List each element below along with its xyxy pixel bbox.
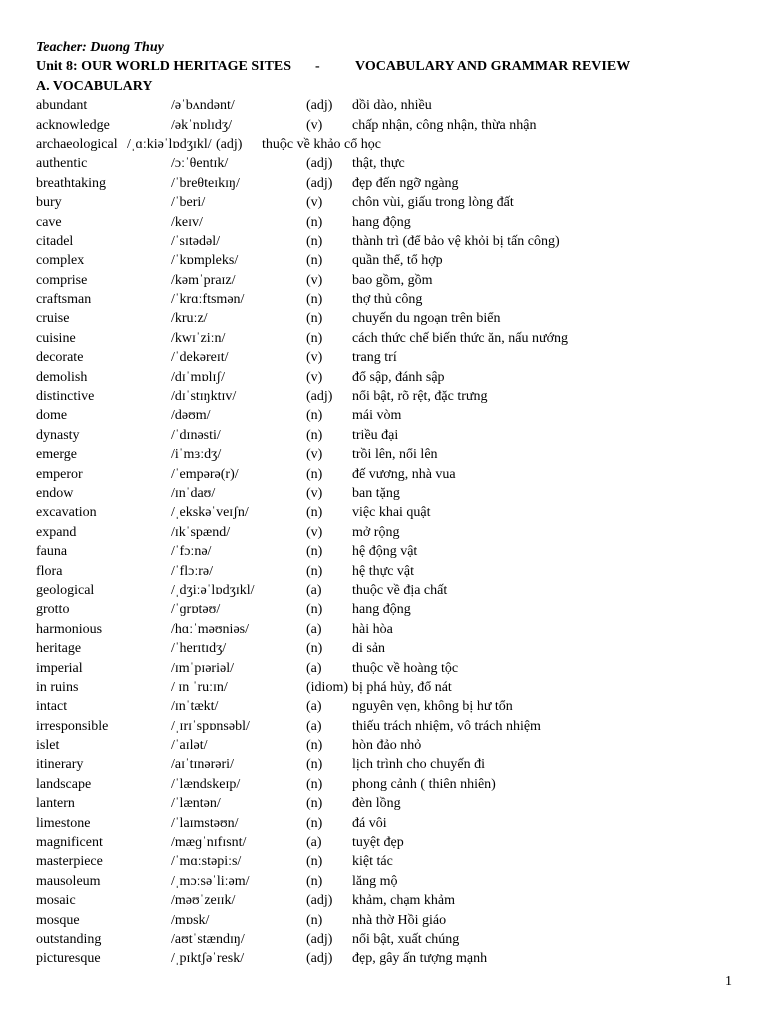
vocab-row — [36, 949, 736, 968]
vocab-row — [36, 542, 736, 561]
vocab-word: itinerary — [36, 757, 84, 773]
vocab-pos: (n) — [306, 466, 323, 482]
vocab-ipa: /ˈdɪnəsti/ — [171, 427, 221, 443]
vocab-row — [36, 911, 736, 930]
vocab-word: craftsman — [36, 292, 92, 308]
vocab-pos: (n) — [306, 757, 323, 773]
vocab-word: masterpiece — [36, 854, 103, 870]
vocab-meaning: hòn đảo nhỏ — [352, 738, 422, 754]
vocab-row — [36, 639, 736, 658]
vocab-ipa: /ˈempərə(r)/ — [171, 466, 239, 482]
vocab-meaning: mở rộng — [352, 524, 400, 540]
vocab-row — [36, 697, 736, 716]
vocab-row — [36, 445, 736, 464]
vocab-meaning: dồi dào, nhiều — [352, 98, 432, 114]
vocab-row — [36, 484, 736, 503]
vocab-row — [36, 426, 736, 445]
vocab-row — [36, 891, 736, 910]
vocab-word: comprise — [36, 272, 88, 288]
vocab-meaning: đá vôi — [352, 815, 387, 831]
vocab-pos: (v) — [306, 117, 323, 133]
vocab-ipa: /ˈherɪtɪdʒ/ — [171, 641, 227, 657]
vocab-word: landscape — [36, 776, 92, 792]
vocab-word: in ruins — [36, 679, 79, 695]
vocab-word: excavation — [36, 505, 97, 521]
vocab-word: picturesque — [36, 951, 101, 967]
review-title: VOCABULARY AND GRAMMAR REVIEW — [355, 59, 631, 75]
vocab-ipa: /dɪˈmɒlɪʃ/ — [171, 369, 225, 385]
vocab-pos: (n) — [306, 738, 323, 754]
vocab-word: mosaic — [36, 893, 76, 909]
vocab-row — [36, 523, 736, 542]
vocab-pos: (a) — [306, 835, 322, 851]
vocab-ipa: /ˈmɑːstəpiːs/ — [171, 854, 242, 870]
vocab-pos: (v) — [306, 524, 323, 540]
vocab-pos: (idiom) — [306, 679, 348, 695]
vocab-ipa: /ˈberi/ — [171, 195, 206, 211]
vocab-ipa: / ɪn ˈruːɪn/ — [171, 679, 228, 695]
vocab-meaning: kiệt tác — [352, 854, 393, 870]
vocab-pos: (n) — [306, 563, 323, 579]
vocab-ipa: /ˈkrɑːftsmən/ — [171, 292, 245, 308]
vocab-pos: (v) — [306, 369, 323, 385]
vocab-meaning: thợ thủ công — [352, 292, 423, 308]
vocab-word: mausoleum — [36, 873, 101, 889]
vocab-ipa: /kwɪˈziːn/ — [171, 330, 226, 346]
vocab-ipa: /mɒsk/ — [171, 912, 210, 928]
vocab-word: complex — [36, 253, 85, 269]
vocab-meaning: trang trí — [352, 350, 397, 366]
vocab-pos: (a) — [306, 660, 322, 676]
vocab-word: dome — [36, 408, 68, 424]
vocab-pos: (n) — [306, 408, 323, 424]
vocab-meaning: chuyến du ngoạn trên biển — [352, 311, 501, 327]
page-title — [36, 57, 736, 76]
vocab-ipa: /dɪˈstɪŋktɪv/ — [171, 389, 237, 405]
vocab-ipa: /məʊˈzeɪɪk/ — [171, 893, 236, 909]
vocab-row — [36, 465, 736, 484]
vocab-ipa: /əkˈnɒlɪdʒ/ — [171, 117, 232, 133]
vocab-ipa: /ˌɪrɪˈspɒnsəbl/ — [171, 718, 250, 734]
vocab-row — [36, 213, 736, 232]
vocab-pos: (v) — [306, 195, 323, 211]
vocab-meaning: thuộc về địa chất — [352, 582, 448, 598]
vocab-meaning: đế vương, nhà vua — [352, 466, 456, 482]
vocab-row — [36, 755, 736, 774]
vocab-ipa: /ɪnˈdaʊ/ — [171, 485, 216, 501]
vocab-word: abundant — [36, 98, 88, 114]
vocab-meaning: đẹp đến ngỡ ngàng — [352, 175, 459, 191]
vocab-row — [36, 872, 736, 891]
vocab-word: distinctive — [36, 389, 95, 405]
vocab-meaning: nguyên vẹn, không bị hư tổn — [352, 699, 513, 715]
document-page — [36, 38, 736, 969]
vocab-pos: (n) — [306, 873, 323, 889]
title-separator: - — [315, 59, 320, 75]
vocab-ipa: /mæɡˈnɪfɪsnt/ — [171, 835, 247, 851]
vocab-meaning: di sản — [352, 641, 386, 657]
vocab-ipa: /ˈbreθteɪkɪŋ/ — [171, 175, 240, 191]
page-number: 1 — [725, 974, 732, 989]
vocab-meaning: đẹp, gây ấn tượng mạnh — [352, 951, 488, 967]
vocab-pos: (n) — [306, 330, 323, 346]
vocab-pos: (n) — [306, 776, 323, 792]
vocab-ipa: /aʊtˈstændɪŋ/ — [171, 931, 245, 947]
vocab-row — [36, 251, 736, 270]
vocab-row — [36, 620, 736, 639]
vocab-row — [36, 290, 736, 309]
vocab-word: flora — [36, 563, 63, 579]
vocab-meaning: đổ sập, đánh sập — [352, 369, 445, 385]
vocab-word: breathtaking — [36, 175, 106, 191]
vocab-meaning: ban tặng — [352, 485, 400, 501]
vocab-pos: (adj) — [306, 951, 333, 967]
vocab-word: intact — [36, 699, 68, 715]
vocab-word: acknowledge — [36, 117, 110, 133]
vocab-pos: (n) — [306, 505, 323, 521]
vocab-row — [36, 309, 736, 328]
vocab-row — [36, 174, 736, 193]
vocab-ipa: /ˈfɔːnə/ — [171, 544, 212, 560]
vocab-ipa: /hɑːˈməʊniəs/ — [171, 621, 249, 637]
vocab-list — [36, 96, 736, 969]
vocab-word: cruise — [36, 311, 70, 327]
vocab-ipa: /ˈlæntən/ — [171, 796, 221, 812]
vocab-row — [36, 600, 736, 619]
vocab-word: citadel — [36, 233, 74, 249]
vocab-meaning: phong cảnh ( thiên nhiên) — [352, 776, 496, 792]
vocab-meaning: chấp nhận, công nhận, thừa nhận — [352, 117, 537, 133]
vocab-meaning: quần thể, tổ hợp — [352, 253, 443, 269]
vocab-meaning: thành trì (để bảo vệ khỏi bị tấn công) — [352, 233, 560, 249]
vocab-ipa: /ˈaɪlət/ — [171, 738, 208, 754]
vocab-meaning: hài hòa — [352, 621, 393, 637]
vocab-pos: (n) — [306, 602, 323, 618]
vocab-word: magnificent — [36, 835, 103, 851]
vocab-row — [36, 562, 736, 581]
vocab-pos: (n) — [306, 854, 323, 870]
vocab-ipa: /keɪv/ — [171, 214, 203, 230]
vocab-ipa: /ɪmˈpɪəriəl/ — [171, 660, 234, 676]
vocab-word: cave — [36, 214, 62, 230]
vocab-word: grotto — [36, 602, 70, 618]
vocab-meaning: chôn vùi, giấu trong lòng đất — [352, 195, 514, 211]
vocab-pos: (a) — [306, 699, 322, 715]
vocab-row — [36, 833, 736, 852]
vocab-row — [36, 96, 736, 115]
vocab-meaning: nhà thờ Hồi giáo — [352, 912, 447, 928]
vocab-meaning: nổi bật, rõ rệt, đặc trưng — [352, 389, 488, 405]
vocab-row — [36, 930, 736, 949]
teacher-name: Teacher: Duong Thuy — [36, 40, 164, 55]
vocab-ipa: /ˈsɪtədəl/ — [171, 233, 220, 249]
vocab-row — [36, 736, 736, 755]
vocab-pos: (adj) — [306, 175, 333, 191]
vocab-word: mosque — [36, 912, 80, 928]
vocab-ipa: /ɔːˈθentɪk/ — [171, 156, 229, 172]
vocab-pos: (n) — [306, 641, 323, 657]
vocab-row — [36, 154, 736, 173]
vocab-pos: (v) — [306, 447, 323, 463]
vocab-ipa: /kəmˈpraɪz/ — [171, 272, 236, 288]
vocab-row — [36, 387, 736, 406]
vocab-pos: (a) — [306, 718, 322, 734]
vocab-ipa: /ɪkˈspænd/ — [171, 524, 231, 540]
vocab-pos: (n) — [306, 253, 323, 269]
vocab-pos: (adj) — [306, 893, 333, 909]
vocab-meaning: khảm, chạm khảm — [352, 893, 456, 909]
vocab-ipa: /ɪnˈtækt/ — [171, 699, 219, 715]
vocab-pos: (v) — [306, 485, 323, 501]
vocab-ipa: /ˌpɪktʃəˈresk/ — [171, 951, 245, 967]
vocab-word: limestone — [36, 815, 91, 831]
unit-title: Unit 8: OUR WORLD HERITAGE SITES — [36, 59, 292, 75]
vocab-ipa: /ˈkɒmpleks/ — [171, 253, 239, 269]
vocab-meaning: thuộc về hoàng tộc — [352, 660, 459, 676]
vocab-pos: (n) — [306, 311, 323, 327]
vocab-meaning: thiếu trách nhiệm, vô trách nhiệm — [352, 718, 541, 734]
vocab-meaning: đèn lồng — [352, 796, 401, 812]
vocab-meaning: việc khai quật — [352, 505, 431, 521]
vocab-word: endow — [36, 485, 74, 501]
vocab-word: imperial — [36, 660, 83, 676]
vocab-word: decorate — [36, 350, 84, 366]
vocab-pos: (n) — [306, 214, 323, 230]
vocab-word: fauna — [36, 544, 68, 560]
vocab-row — [36, 135, 736, 154]
vocab-word: archaeological — [36, 136, 118, 152]
vocab-meaning: nổi bật, xuất chúng — [352, 931, 460, 947]
vocab-pos: (n) — [306, 912, 323, 928]
vocab-ipa: /dəʊm/ — [171, 408, 211, 424]
vocab-pos: (adj) — [306, 98, 333, 114]
vocab-meaning: cách thức chế biến thức ăn, nấu nướng — [352, 330, 568, 346]
vocab-ipa: /əˈbʌndənt/ — [171, 98, 235, 114]
vocab-meaning: mái vòm — [352, 408, 402, 424]
vocab-pos: (adj) — [306, 931, 333, 947]
vocab-row — [36, 794, 736, 813]
vocab-pos: (adj) — [306, 389, 333, 405]
vocab-pos: (a) — [306, 582, 322, 598]
vocab-pos: (n) — [306, 815, 323, 831]
vocab-ipa: /ˈlændskeɪp/ — [171, 776, 241, 792]
vocab-ipa: /ˈflɔːrə/ — [171, 563, 213, 579]
vocab-pos: (n) — [306, 544, 323, 560]
vocab-pos: (a) — [306, 621, 322, 637]
vocab-row — [36, 116, 736, 135]
vocab-pos: (n) — [306, 796, 323, 812]
vocab-meaning: lăng mộ — [352, 873, 398, 889]
vocab-word: dynasty — [36, 427, 80, 443]
vocab-ipa: /iˈmɜːdʒ/ — [171, 447, 222, 463]
vocab-row — [36, 581, 736, 600]
vocab-pos: (n) — [306, 427, 323, 443]
vocab-ipa: /ˌmɔːsəˈliːəm/ — [171, 873, 250, 889]
vocab-ipa: /ˈɡrɒtəʊ/ — [171, 602, 221, 618]
vocab-pos: (v) — [306, 272, 323, 288]
vocab-word: islet — [36, 738, 60, 754]
vocab-meaning: thuộc về khảo cổ học — [262, 136, 381, 152]
vocab-word: geological — [36, 582, 95, 598]
vocab-meaning: tuyệt đẹp — [352, 835, 404, 851]
vocab-word: bury — [36, 195, 62, 211]
vocab-ipa: /ˌdʒiːəˈlɒdʒɪkl/ — [171, 582, 255, 598]
vocab-row — [36, 329, 736, 348]
vocab-row — [36, 717, 736, 736]
vocab-ipa: /ˌɑːkiəˈlɒdʒɪkl/ — [127, 136, 212, 152]
vocab-word: outstanding — [36, 931, 102, 947]
vocab-meaning: hang động — [352, 602, 411, 618]
vocab-row — [36, 193, 736, 212]
vocab-row — [36, 406, 736, 425]
vocab-row — [36, 814, 736, 833]
vocab-ipa: /ˌekskəˈveɪʃn/ — [171, 505, 249, 521]
vocab-word: expand — [36, 524, 77, 540]
vocab-row — [36, 348, 736, 367]
vocab-meaning: thật, thực — [352, 156, 405, 172]
vocab-meaning: lịch trình cho chuyến đi — [352, 757, 485, 773]
vocab-meaning: hệ động vật — [352, 544, 418, 560]
vocab-meaning: bao gồm, gồm — [352, 272, 433, 288]
vocab-word: emerge — [36, 447, 77, 463]
vocab-word: irresponsible — [36, 718, 109, 734]
vocab-row — [36, 659, 736, 678]
vocab-ipa: /aɪˈtɪnərəri/ — [171, 757, 234, 773]
vocab-pos: (adj) — [216, 136, 243, 152]
vocab-pos: (n) — [306, 233, 323, 249]
vocab-word: heritage — [36, 641, 82, 657]
vocab-row — [36, 852, 736, 871]
vocab-meaning: hang động — [352, 214, 411, 230]
vocab-pos: (adj) — [306, 156, 333, 172]
vocab-meaning: bị phá hủy, đổ nát — [352, 679, 452, 695]
vocab-row — [36, 678, 736, 697]
vocab-word: harmonious — [36, 621, 103, 637]
vocab-meaning: trồi lên, nổi lên — [352, 447, 438, 463]
section-title: A. VOCABULARY — [36, 78, 153, 94]
vocab-meaning: hệ thực vật — [352, 563, 415, 579]
vocab-row — [36, 775, 736, 794]
vocab-pos: (v) — [306, 350, 323, 366]
vocab-meaning: triều đại — [352, 427, 399, 443]
vocab-row — [36, 368, 736, 387]
vocab-word: demolish — [36, 369, 88, 385]
vocab-word: lantern — [36, 796, 75, 812]
vocab-word: emperor — [36, 466, 83, 482]
vocab-pos: (n) — [306, 292, 323, 308]
vocab-ipa: /kruːz/ — [171, 311, 208, 327]
vocab-row — [36, 503, 736, 522]
vocab-ipa: /ˈdekəreɪt/ — [171, 350, 229, 366]
vocab-row — [36, 232, 736, 251]
vocab-word: authentic — [36, 156, 88, 172]
vocab-row — [36, 271, 736, 290]
vocab-word: cuisine — [36, 330, 76, 346]
vocab-ipa: /ˈlaɪmstəʊn/ — [171, 815, 239, 831]
